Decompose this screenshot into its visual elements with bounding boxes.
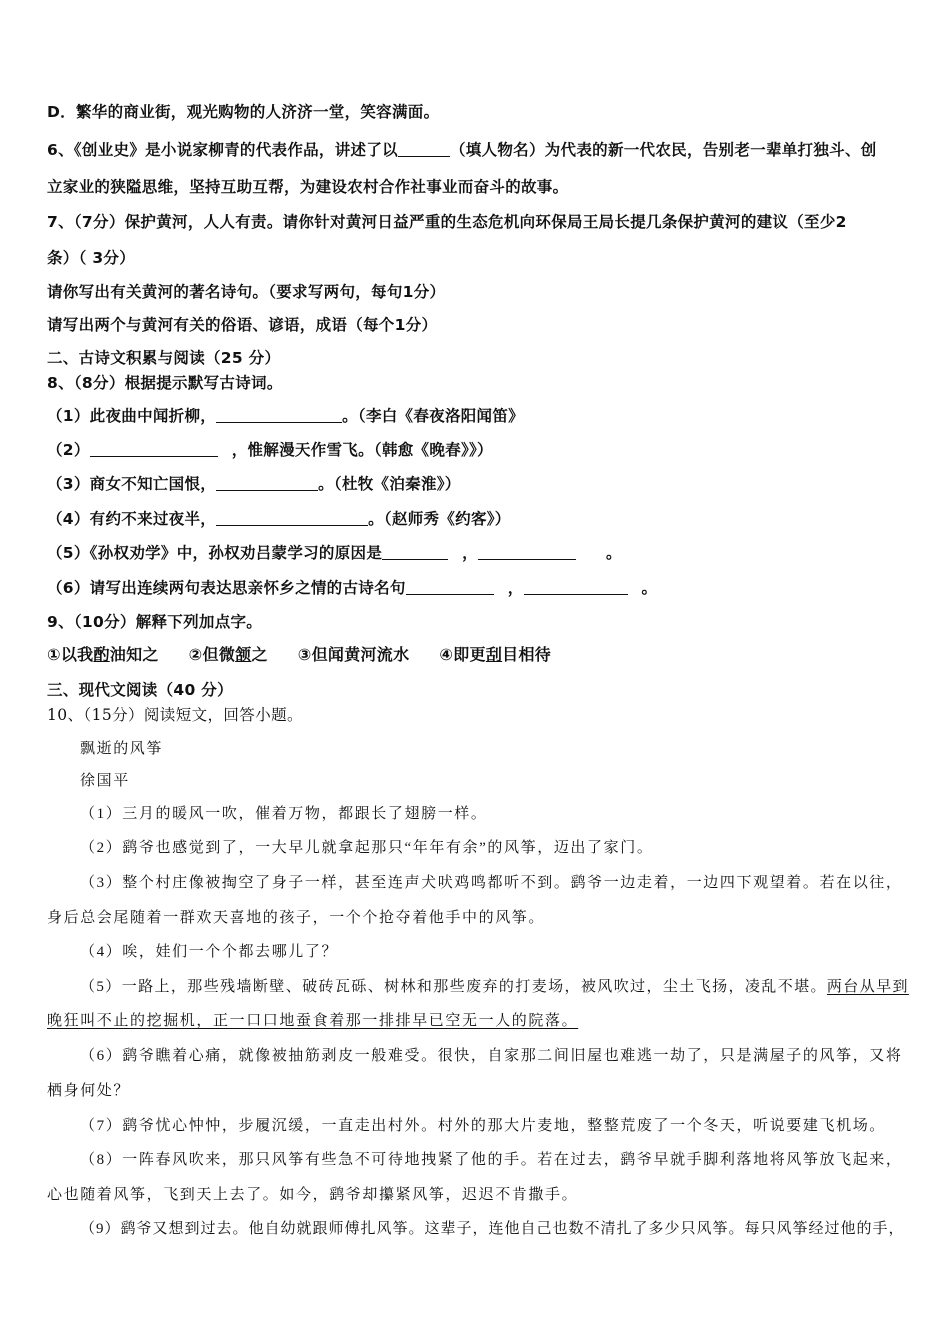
question-6-line-2: 立家业的狭隘思维，坚持互助互帮，为建设农村合作社事业而奋斗的故事。	[47, 178, 569, 196]
paragraph-1: （1）三月的暖风一吹，催着万物，都跟长了翅膀一样。	[80, 806, 488, 822]
paragraph-8-line-1: （8）一阵春风吹来，那只风筝有些急不可待地拽紧了他的手。若在过去，鹞爷早就手脚利落地将风筝放飞起来，	[80, 1152, 903, 1168]
answer-blank[interactable]	[478, 544, 576, 561]
question-9-items: ①以我酌油知之 ②但微颔之 ③但闻黄河流水 ④即更刮目相待	[47, 645, 552, 664]
section-2-heading: 二、古诗文积累与阅读（25 分）	[47, 349, 281, 367]
paragraph-3-line-2: 身后总会尾随着一群欢天喜地的孩子，一个个抢夺着他手中的风筝。	[47, 910, 546, 926]
passage-author: 徐国平	[80, 773, 130, 789]
question-8-item-6: （6）请写出连续两句表达思亲怀乡之情的古诗名句 ， 。	[47, 579, 658, 597]
paragraph-8-line-2: 心也随着风筝，飞到天上去了。如今，鹞爷却攥紧风筝，迟迟不肯撒手。	[47, 1187, 579, 1203]
underlined-sentence: 晚狂叫不止的挖掘机，正一口口地蚕食着那一排排早已空无一人的院落。	[47, 1013, 579, 1029]
question-9-heading: 9、（10分）解释下列加点字。	[47, 613, 263, 631]
question-8-item-1: （1）此夜曲中闻折柳， 。（李白《春夜洛阳闻笛》	[47, 407, 524, 425]
answer-blank[interactable]	[216, 510, 368, 527]
answer-blank[interactable]	[216, 475, 318, 492]
question-8-heading: 8、（8分）根据提示默写古诗词。	[47, 374, 283, 392]
paragraph-9-line-1: （9）鹞爷又想到过去。他自幼就跟师傅扎风筝。这辈子，连他自己也数不清扎了多少只风筝。每只风筝经过他的手，	[80, 1221, 905, 1237]
paragraph-2: （2）鹞爷也感觉到了，一大早儿就拿起那只“年年有余”的风筝，迈出了家门。	[80, 840, 654, 856]
question-8-item-3: （3）商女不知亡国恨， 。（杜牧《泊秦淮》）	[47, 475, 461, 493]
answer-blank[interactable]	[90, 441, 218, 458]
paragraph-5-line-1: （5）一路上，那些残墙断壁、破砖瓦砾、树林和那些废弃的打麦场，被风吹过，尘土飞扬，凌乱不堪。两台从早到	[80, 979, 909, 995]
option-d: D．繁华的商业街，观光购物的人济济一堂，笑容满面。	[47, 103, 440, 121]
paragraph-6-line-1: （6）鹞爷瞧着心痛，就像被抽筋剥皮一般难受。很快，自家那二间旧屋也难逃一劫了，只是满屋子的风筝，又将	[80, 1048, 903, 1064]
question-8-item-4: （4）有约不来过夜半， 。（赵师秀《约客》）	[47, 510, 511, 528]
question-8-item-5: （5）《孙权劝学》中，孙权劝吕蒙学习的原因是 ， 。	[47, 544, 622, 562]
answer-blank[interactable]	[216, 407, 342, 424]
answer-blank[interactable]	[406, 579, 494, 596]
question-6-line-1: 6、《创业史》是小说家柳青的代表作品，讲述了以 （填人物名）为代表的新一代农民，告别老一辈单打独斗、创	[47, 141, 877, 159]
paragraph-6-line-2: 栖身何处？	[47, 1083, 131, 1099]
section-3-heading: 三、现代文阅读（40 分）	[47, 681, 233, 699]
question-7-proverb-prompt: 请写出两个与黄河有关的俗语、谚语，成语（每个1分）	[47, 316, 438, 334]
paragraph-3-line-1: （3）整个村庄像被掏空了身子一样，甚至连声犬吠鸡鸣都听不到。鹞爷一边走着，一边四下观望着。若在以往，	[80, 875, 903, 891]
underlined-sentence: 两台从早到	[826, 979, 909, 995]
question-7-poem-prompt: 请你写出有关黄河的著名诗句。（要求写两句，每句1分）	[47, 283, 446, 301]
paragraph-5-line-2	[47, 1009, 578, 1030]
answer-blank[interactable]	[524, 579, 628, 596]
question-10-heading: 10、（15分）阅读短文，回答小题。	[47, 706, 303, 724]
answer-blank[interactable]	[398, 141, 450, 158]
question-8-item-2: （2） ，惟解漫天作雪飞。（韩愈《晚春》》）	[47, 441, 493, 459]
paragraph-7: （7）鹞爷忧心忡忡，步履沉缓，一直走出村外。村外的那大片麦地，整整荒废了一个冬天，听说要建飞机场。	[80, 1118, 886, 1134]
passage-title: 飘逝的风筝	[80, 741, 164, 757]
question-7-line-2: 条）（ 3分）	[47, 249, 136, 267]
paragraph-4: （4）唉，娃们一个个都去哪儿了？	[80, 944, 339, 960]
answer-blank[interactable]	[382, 544, 448, 561]
question-7-line-1: 7、（7分）保护黄河，人人有责。请你针对黄河日益严重的生态危机向环保局王局长提几条保护黄河的建议（至少2	[47, 213, 847, 231]
